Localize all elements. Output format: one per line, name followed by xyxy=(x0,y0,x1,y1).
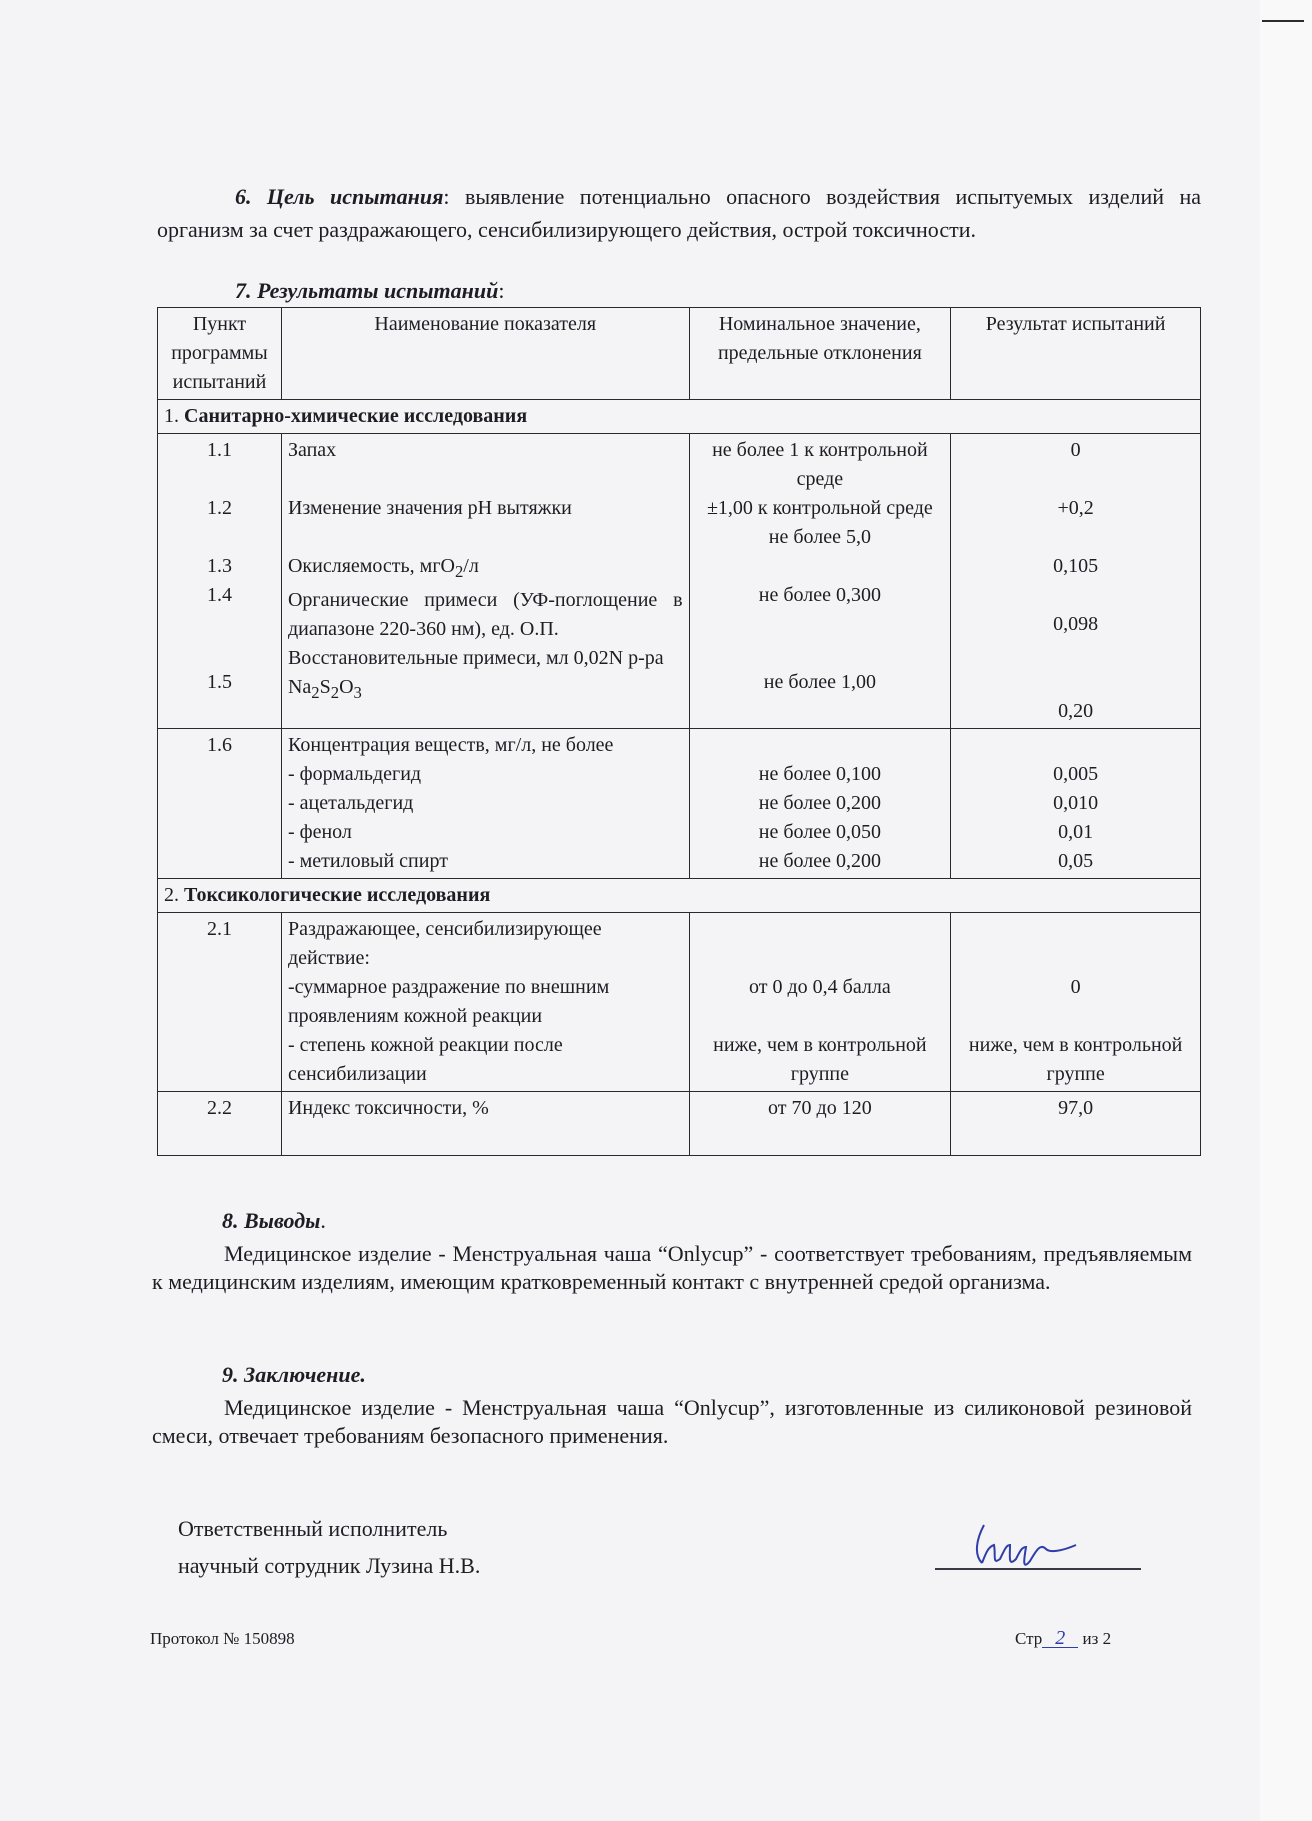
row-1-3-result: 0,105 xyxy=(1053,555,1099,577)
row-1-4-norm: не более 0,300 xyxy=(758,584,881,606)
substance-acetaldehyde: - ацетальдегид xyxy=(287,792,414,814)
nominal-values-cell xyxy=(689,434,951,729)
substance-methanol: - метиловый спирт xyxy=(287,850,448,872)
signatory-name: научный сотрудник Лузина Н.В. xyxy=(178,1553,481,1578)
header-item-number: Пункт программы испытаний xyxy=(158,308,282,400)
section-6-text: выявление потенциально опасного воздействия испытуемых изделий на организм за счет раздражающего, сенсибилизирующего действия, острой токсичности. xyxy=(157,184,1201,242)
section-6-colon: : xyxy=(443,184,450,209)
row-2-1-norm-cell: от 0 до 0,4 балла ниже, чем в контрольной группе xyxy=(689,913,951,1092)
row-1-5-name: Восстановительные примеси, мл 0,02N р-ра $Na_2S_2O_3$ xyxy=(287,647,664,702)
table-row-1-1-to-1-5 xyxy=(158,434,1201,729)
protocol-number: Протокол № 150898 xyxy=(150,1629,295,1648)
signature-line xyxy=(935,1568,1141,1570)
group-1-number: 1. xyxy=(164,405,179,427)
section-7-title: 7. Результаты испытаний: xyxy=(235,278,505,303)
page-counter: Стр 2 из 2 xyxy=(1015,1627,1112,1649)
row-1-1-result: 0 xyxy=(1070,439,1081,461)
table-row-2-2 xyxy=(158,1092,1201,1156)
section-6-title: 6. Цель испытания xyxy=(235,184,444,209)
signatory-block xyxy=(178,1510,480,1584)
row-2-1-name-cell xyxy=(281,913,689,1092)
group-2-number: 2. xyxy=(164,884,179,906)
scan-mark xyxy=(1262,20,1304,22)
row-1-2-norm: ±1,00 к контрольной среде xyxy=(706,497,933,519)
table-header-row xyxy=(158,308,1201,400)
section-6-paragraph xyxy=(157,180,1201,246)
row-2-1-result-cell: 0 ниже, чем в контрольной группе xyxy=(951,913,1201,1092)
row-1-1-norm: не более 1 к контрольной среде xyxy=(712,439,928,490)
row-1-5-norm: не более 1,00 xyxy=(763,671,876,693)
row-1-4-result: 0,098 xyxy=(1053,613,1099,635)
row-1-1-name: Запах xyxy=(287,439,337,461)
table-row-1-6 xyxy=(158,729,1201,879)
row-1-6-result-cell: 0,005 0,010 0,01 0,05 xyxy=(951,729,1201,879)
row-1-6-norm-cell: не более 0,100 не более 0,200 не более 0,050 не более 0,200 xyxy=(689,729,951,879)
section-9-title: 9. Заключение. xyxy=(222,1362,366,1387)
results-table xyxy=(157,307,1201,1156)
current-page-number: 2 xyxy=(1042,1629,1078,1648)
row-1-6-number: 1.6 xyxy=(158,729,282,879)
row-1-4-name: Органические примеси (УФ-поглощение в диапазоне 220-360 нм), ед. О.П. xyxy=(287,589,683,640)
row-2-1-sub1: -суммарное раздражение по внешним проявлениям кожной реакции xyxy=(287,976,610,1027)
group-2-title: Токсикологические исследования xyxy=(184,884,491,906)
scan-edge xyxy=(1260,0,1312,1821)
row-2-2-norm: от 70 до 120 xyxy=(689,1092,951,1156)
row-1-3-norm: не более 5,0 xyxy=(768,526,871,548)
signatory-role: Ответственный исполнитель xyxy=(178,1516,448,1541)
table-row-2-1 xyxy=(158,913,1201,1092)
item-numbers-cell: 1.1 1.2 1.3 1.4 1.5 xyxy=(158,434,282,729)
row-2-1-name: Раздражающее, сенсибилизирующее действие: xyxy=(287,918,602,969)
header-test-result: Результат испытаний xyxy=(951,308,1201,400)
handwritten-signature xyxy=(966,1515,1086,1575)
group-1-title: Санитарно-химические исследования xyxy=(184,405,528,427)
results-cell xyxy=(951,434,1201,729)
group-row-toxicology xyxy=(158,879,1201,913)
section-8-text: Медицинское изделие - Менструальная чаша “Onlycup” - соответствует требованиям, предъявляемым к медицинским изделиям, имеющим кратковременный контакт с внутренней средой организма. xyxy=(152,1241,1192,1294)
header-indicator-name: Наименование показателя xyxy=(281,308,689,400)
row-1-6-name-cell xyxy=(281,729,689,879)
row-2-2-name: Индекс токсичности, % xyxy=(281,1092,689,1156)
row-2-2-result: 97,0 xyxy=(951,1092,1201,1156)
row-1-6-name: Концентрация веществ, мг/л, не более xyxy=(287,734,614,756)
row-2-1-number: 2.1 xyxy=(158,913,282,1092)
row-2-1-sub2: - степень кожной реакции после сенсибилизации xyxy=(287,1034,563,1085)
header-nominal-value: Номинальное значение, предельные отклонения xyxy=(689,308,951,400)
substance-formaldehyde: - формальдегид xyxy=(287,763,422,785)
row-1-2-name: Изменение значения pH вытяжки xyxy=(287,497,572,519)
section-9-text: Медицинское изделие - Менструальная чаша “Onlycup”, изготовленные из силиконовой резиновой смеси, отвечает требованиям безопасного применения. xyxy=(152,1395,1192,1448)
row-1-3-name: Окисляемость, мгО$_2$/л xyxy=(287,555,479,581)
row-1-2-result: +0,2 xyxy=(1057,497,1094,519)
indicator-names-cell xyxy=(281,434,689,729)
row-2-2-number: 2.2 xyxy=(158,1092,282,1156)
row-1-5-result: 0,20 xyxy=(1058,700,1094,722)
group-row-sanitary xyxy=(158,400,1201,434)
section-8-title: 8. Выводы. xyxy=(222,1208,326,1233)
substance-phenol: - фенол xyxy=(287,821,352,843)
